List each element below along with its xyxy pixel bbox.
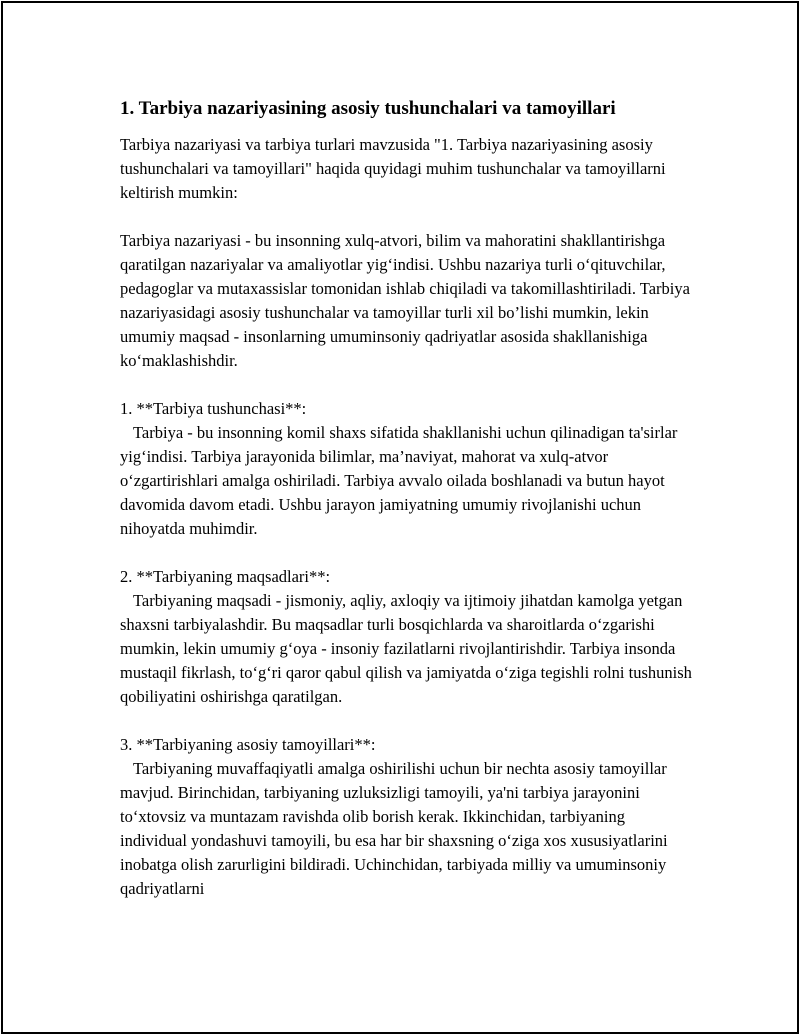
list-item (120, 565, 695, 709)
list-item-body (120, 589, 695, 709)
list-item-title: 2. **Tarbiyaning maqsadlari**: (120, 567, 331, 586)
intro-paragraph: Tarbiya nazariyasi va tarbiya turlari mavzusida "1. Tarbiya nazariyasining asosiy tushunchalari va tamoyillari" haqida quyidagi muhim tushunchalar va tamoyillarni keltirish mumkin: (120, 135, 666, 202)
page-frame (1, 1, 799, 1034)
list-item (120, 397, 695, 541)
document-title: 1. Tarbiya nazariyasining asosiy tushunchalari va tamoyillari (120, 98, 616, 119)
list-item-title: 1. **Tarbiya tushunchasi**: (120, 399, 307, 418)
list-item (120, 733, 695, 901)
document-body (120, 97, 695, 925)
list-item-body (120, 757, 695, 901)
list-item-text: Tarbiyaning maqsadi - jismoniy, aqliy, axloqiy va ijtimoiy jihatdan kamolga yetgan shaxsni tarbiyalashdir. Bu maqsadlar turli bosqichlarda va sharoitlarda o‘zgarishi mumkin, lekin umumiy g‘oya - insoniy fazilatlarni rivojlantirishdir. Tarbiya insonda mustaqil fikrlash, to‘g‘ri qaror qabul qilish va jamiyatda o‘ziga tegishli rolni tushunish qobiliyatini oshirishga qaratilgan. (120, 591, 692, 706)
list-item-text: Tarbiya - bu insonning komil shaxs sifatida shakllanishi uchun qilinadigan ta'sirlar yig‘indisi. Tarbiya jarayonida bilimlar, ma’naviyat, mahorat va xulq-atvor o‘zgartirishlari amalga oshiriladi. Tarbiya avvalo oilada boshlanadi va butun hayot davomida davom etadi. Ushbu jarayon jamiyatning umumiy rivojlanishi uchun nihoyatda muhimdir. (120, 423, 678, 538)
definition-paragraph: Tarbiya nazariyasi - bu insonning xulq-atvori, bilim va mahoratini shakllantirishga qaratilgan nazariyalar va amaliyotlar yig‘indisi. Ushbu nazariya turli o‘qituvchilar, pedagoglar va mutaxassislar tomonidan ishlab chiqiladi va takomillashtiriladi. Tarbiya nazariyasidagi asosiy tushunchalar va tamoyillar turli xil bo’lishi mumkin, lekin umumiy maqsad - insonlarning umuminsoniy qadriyatlar asosida shakllanishiga ko‘maklashishdir. (120, 231, 690, 370)
list-item-body (120, 421, 695, 541)
list-item-text: Tarbiyaning muvaffaqiyatli amalga oshirilishi uchun bir nechta asosiy tamoyillar mavjud. Birinchidan, tarbiyaning uzluksizligi tamoyili, ya'ni tarbiya jarayonini to‘xtovsiz va muntazam ravishda olib borish kerak. Ikkinchidan, tarbiyaning individual yondashuvi tamoyili, bu esa har bir shaxsning o‘ziga xos xususiyatlarini inobatga olish zarurligini bildiradi. Uchinchidan, tarbiyada milliy va umuminsoniy qadriyatlarni (120, 759, 668, 898)
list-item-title: 3. **Tarbiyaning asosiy tamoyillari**: (120, 735, 376, 754)
